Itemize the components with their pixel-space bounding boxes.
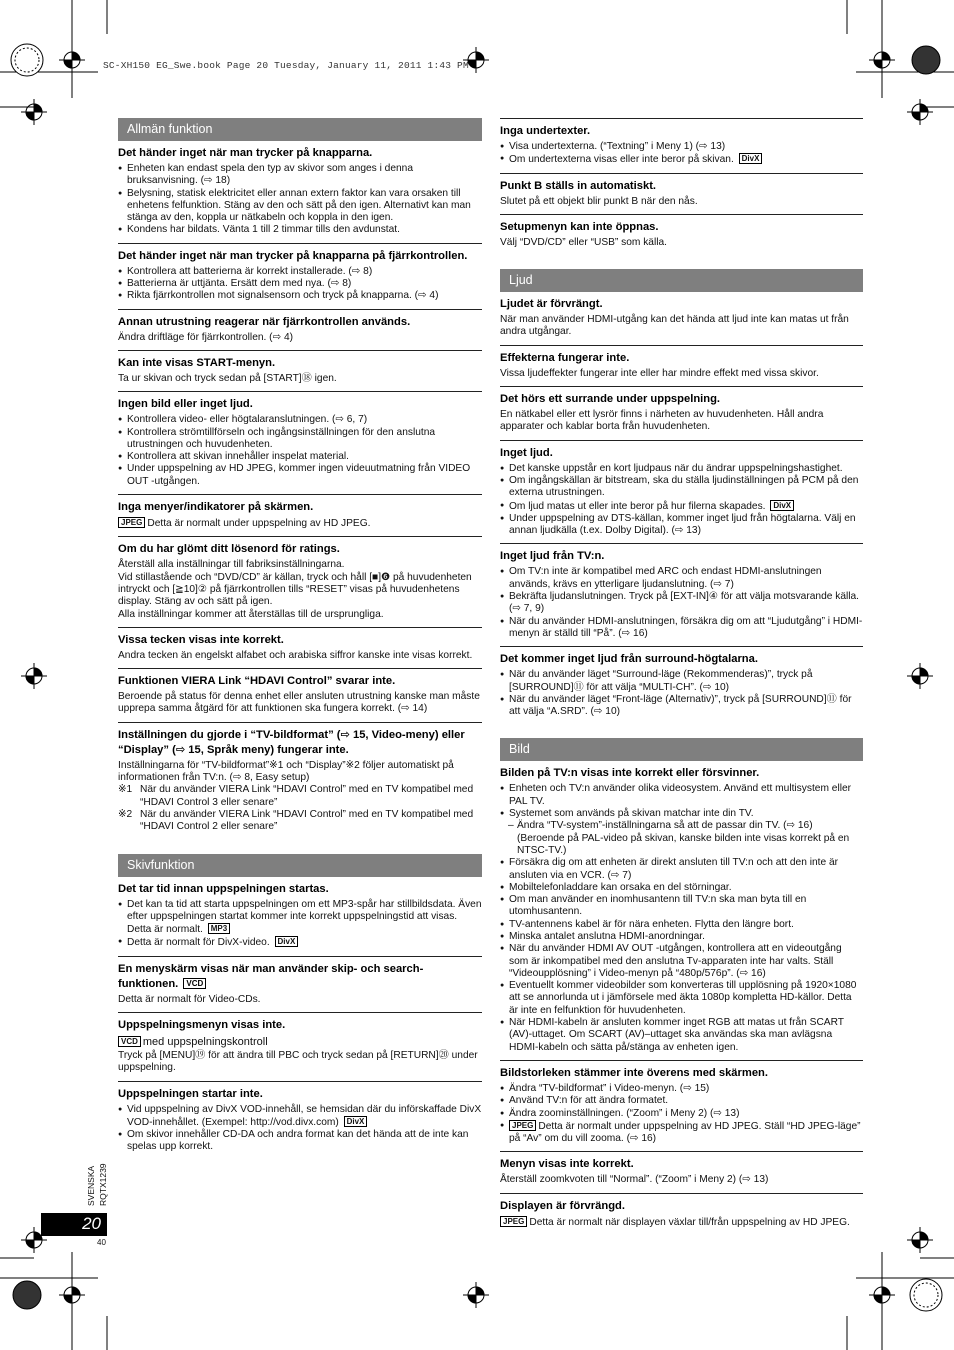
question: Inget ljud från TV:n. <box>500 550 605 563</box>
answer: Beroende på status för denna enhet eller ansluten utrustning kanske man måste upprepa samma åtgärd för att funktionen ska fungera korrekt. (⇨ 14) <box>118 691 480 715</box>
question: Uppspelningen startar inte. <box>118 1087 263 1100</box>
question: Displayen är förvrängd. <box>500 1199 625 1212</box>
bullet: ● Mobiltelefonladdare kan orsaka en del störningar. <box>500 882 863 894</box>
question: Bildstorleken stämmer inte överens med skärmen. <box>500 1066 768 1079</box>
faq-item <box>500 1060 863 1151</box>
faq-item <box>118 668 482 722</box>
section-title-audio: Ljud <box>500 269 863 292</box>
format-tag: VCD <box>183 978 206 989</box>
question: Det kommer inget ljud från surround-högtalarna. <box>500 653 758 666</box>
faq-item <box>118 722 482 840</box>
section-title-picture: Bild <box>500 738 863 761</box>
faq-item <box>118 350 482 391</box>
question: Det hörs ett surrande under uppspelning. <box>500 393 721 406</box>
question: Inga menyer/indikatorer på skärmen. <box>118 501 314 514</box>
left-column <box>118 118 482 1160</box>
bullet: ● Eventuellt kommer videobilder som konverteras till upplösning på 1920×1080 att se annorlunda ut i jämförsele med äkta 1080p kompletta HD-källor. Detta är inte en felfunktion för huvudenheten. <box>500 980 863 1017</box>
bullet: ● Om ingångskällan är bitstream, ska du ställa ljudinställningen på PCM på den externa utrustningen. <box>500 475 863 500</box>
question: Annan utrustning reagerar när fjärrkontrollen används. <box>118 315 411 328</box>
faq-item <box>500 214 863 255</box>
answer: JPEG Detta är normalt under uppspelning av HD JPEG. <box>118 517 482 530</box>
answer: Återställ alla inställningar till fabriksinställningarna. <box>118 559 345 571</box>
answer: Vissa ljudeffekter fungerar inte eller har mindre effekt med vissa skivor. <box>500 367 819 379</box>
faq-item <box>500 1151 863 1192</box>
faq-item <box>500 766 863 1060</box>
answer: Alla inställningar kommer att återställas till de ursprungliga. <box>118 608 384 620</box>
bullet: ● Om undertexterna visas eller inte beror på skivan. DivX <box>500 153 863 166</box>
faq-item <box>118 956 482 1012</box>
faq-item <box>118 1012 482 1081</box>
bullet: ● Rikta fjärrkontrollen mot signalsensorn och tryck på knapparna. (⇨ 4) <box>118 290 482 302</box>
question: Effekterna fungerar inte. <box>500 351 630 364</box>
dash-item: – Ändra “TV-system”-inställningarna så att de passar din TV. (⇨ 16) <box>508 820 813 832</box>
answer: Andra tecken än engelskt alfabet och arabiska siffror kanske inte visas korrekt. <box>118 649 473 661</box>
bullet: ● Det kan ta tid att starta uppspelningen om ett MP3-spår har stillbildsdata. Även efter uppspelningen startat kommer inte korrekt uppspelningstid att visas. Detta är normalt. MP3 <box>118 899 482 937</box>
question: Uppspelningsmenyn visas inte. <box>118 1018 286 1031</box>
bullet: ● När HDMI-kabeln är ansluten kommer inget RGB att matas ut från SCART (AV)-uttaget. Om SCART (AV)–uttaget ska användas ska man avlägsna HDMI-kabeln och sätta på/stänga av enheten igen. <box>500 1017 863 1054</box>
bullet: ● Minska antalet anslutna HDMI-anordningar. <box>500 931 863 943</box>
faq-item <box>500 543 863 646</box>
answer: En nätkabel eller ett lysrör finns i närheten av huvudenheten. Håll andra apparater och kablar borta från huvudenheten. <box>500 409 824 433</box>
answer: Återställ zoomkvoten till “Normal”. (“Zoom” i Meny 2) (⇨ 13) <box>500 1174 769 1186</box>
answer: Inställningarna för “TV-bildformat”※1 och “Display”※2 följer automatiskt på informationen från TV:n. (⇨ 8, Easy setup) <box>118 759 454 784</box>
question: Ingen bild eller inget ljud. <box>118 398 253 411</box>
faq-item <box>500 646 863 724</box>
bullet: ● När du använder läget “Front-läge (Alternativ)”, tryck på [SURROUND]⑪ för att välja “A.SRD”. (⇨ 10) <box>500 694 863 719</box>
sub-page-number: 40 <box>97 1238 106 1247</box>
bullet: ● Bekräfta ljudanslutningen. Tryck på [EXT-IN]④ för att välja motsvarande källa. (⇨ 7, 9) <box>500 591 863 616</box>
format-tag: VCD <box>118 1036 141 1047</box>
bullet: ● När du använder HDMI AV OUT -utgången, kontrollera att en videoutgång som är inkompatibel med den anslutna Tv-apparaten inte har valts. Ställ “Videoupplösning” i Video-menyn på “480p/576p”. (⇨ 16) <box>500 943 863 980</box>
answer-subhead: VCD med uppspelningskontroll <box>118 1035 482 1050</box>
bullet: ● Under uppspelning av HD JPEG, kommer ingen videuutmatning från VIDEO OUT -utgången. <box>118 463 482 488</box>
answer: Detta är normalt för Video-CDs. <box>118 993 261 1005</box>
format-tag: DivX <box>739 153 763 164</box>
format-tag: JPEG <box>118 517 145 528</box>
section-title-general: Allmän funktion <box>118 118 482 141</box>
question: Vissa tecken visas inte korrekt. <box>118 633 284 646</box>
question: En menyskärm visas när man använder skip- och search-funktionen. VCD <box>118 962 424 990</box>
question: Ljudet är förvrängt. <box>500 298 603 311</box>
faq-item <box>118 627 482 668</box>
format-tag: JPEG <box>509 1120 536 1131</box>
question: Inställningen du gjorde i “TV-bildformat” (⇨ 15, Video-meny) eller “Display” (⇨ 15, Språk meny) fungerar inte. <box>118 728 465 756</box>
question: Det händer inget när man trycker på knapparna. <box>118 147 373 159</box>
bullet: ● När du använder HDMI-anslutningen, försäkra dig om att “Ljudutgång” i HDMI-menyn är ställd till “På”. (⇨ 16) <box>500 616 863 641</box>
document-code: RQTX1239 <box>98 1163 108 1206</box>
bullet: ● Batterierna är uttjänta. Ersätt dem med nya. (⇨ 8) <box>118 278 482 290</box>
question: Det tar tid innan uppspelningen startas. <box>118 882 329 895</box>
faq-item <box>500 173 863 214</box>
answer: Ta ur skivan och tryck sedan på [START]⑱ igen. <box>118 372 337 384</box>
bullet: ● Under uppspelning av DTS-källan, kommer inget ljud från högtalarna. Välj en annan ljudkälla (t.ex. Dolby Digital). (⇨ 13) <box>500 513 863 538</box>
answer: Ändra driftläge för fjärrkontrollen. (⇨ 4) <box>118 331 294 343</box>
bullet: ● När du använder läget “Surround-läge (Rekommenderas)”, tryck på [SURROUND]⑪ för att välja “MULTI-CH”. (⇨ 10) <box>500 669 863 694</box>
question: Det händer inget när man trycker på knapparna på fjärrkontrollen. <box>118 249 468 262</box>
format-tag: DivX <box>275 936 299 947</box>
faq-item <box>500 297 863 345</box>
question: Setupmenyn kan inte öppnas. <box>500 220 659 233</box>
bullet: ● JPEG Detta är normalt under uppspelning av HD JPEG. Ställ “HD JPEG-läge” på “Av” om du vill zooma. (⇨ 16) <box>500 1120 863 1146</box>
question: Punkt B ställs in automatiskt. <box>500 179 657 192</box>
faq-item <box>500 1193 863 1235</box>
bullet: ● Om skivor innehåller CD-DA och andra format kan det hända att de inte kan spelas upp korrekt. <box>118 1129 482 1154</box>
answer: Välj “DVD/CD” eller “USB” som källa. <box>500 236 667 248</box>
question: Bilden på TV:n visas inte korrekt eller försvinner. <box>500 767 760 780</box>
faq-item <box>118 243 482 309</box>
bullet: ● Kondens har bildats. Vänta 1 till 2 timmar tills den avdunstat. <box>118 224 482 236</box>
bullet: ● Enheten och TV:n använder olika videosystem. Använd ett multisystem eller PAL TV. <box>500 783 863 808</box>
question: Funktionen VIERA Link “HDAVI Control” svarar inte. <box>118 675 396 688</box>
bullet: ● Enheten kan endast spela den typ av skivor som anges i denna bruksanvisning. (⇨ 18) <box>118 163 482 188</box>
file-header: SC-XH150 EG_Swe.book Page 20 Tuesday, January 11, 2011 1:43 PM <box>103 60 469 71</box>
answer: När man använder HDMI-utgång kan det hända att ljud inte kan matas ut från andra utgångar. <box>500 314 849 338</box>
faq-item <box>118 1081 482 1160</box>
faq-item <box>500 118 863 173</box>
faq-item <box>118 146 482 243</box>
bullet: ● TV-antennens kabel är för nära enheten. Flytta den längre bort. <box>500 919 863 931</box>
bullet: ● Om man använder en inomhusantenn till TV:n ska man byta till en utomhusantenn. <box>500 894 863 919</box>
faq-item <box>118 536 482 626</box>
faq-item <box>500 440 863 544</box>
page-number: 20 <box>41 1213 107 1236</box>
bullet: ● Kontrollera att batterierna är korrekt installerade. (⇨ 8) <box>118 266 482 278</box>
bullet: ● Kontrollera strömtillförseln och ingångsinställningen för den anslutna utrustningen och huvudenheten. <box>118 427 482 452</box>
footnote: ※1 När du använder VIERA Link “HDAVI Control” med en TV kompatibel med “HDAVI Control 3 eller senare” <box>118 784 474 808</box>
bullet: ● Kontrollera att skivan innehåller inspelat material. <box>118 451 482 463</box>
faq-item <box>500 345 863 386</box>
bullet: ● Använd TV:n för att ändra formatet. <box>500 1095 863 1107</box>
footnote: ※2 När du använder VIERA Link “HDAVI Control” med en TV kompatibel med “HDAVI Control 2 eller senare” <box>118 808 474 833</box>
bullet: ● Systemet som används på skivan matchar inte din TV. <box>500 808 863 820</box>
bullet: ● Ändra “TV-bildformat” i Video-menyn. (⇨ 15) <box>500 1083 863 1095</box>
faq-item <box>500 386 863 440</box>
dash-note: (Beroende på PAL-video på skivan, kanske bilden inte visas korrekt på en NTSC-TV.) <box>517 832 850 856</box>
question: Inga undertexter. <box>500 125 591 137</box>
bullet: ● Detta är normalt för DivX-video. DivX <box>118 936 482 949</box>
format-tag: JPEG <box>500 1216 527 1227</box>
bullet: ● Vid uppspelning av DivX VOD-innehåll, se hemsidan där du införskaffade DivX VOD-innehållet. (Exempel: http://vod.divx.com) DivX <box>118 1104 482 1130</box>
bullet: ● Ändra zoominställningen. (“Zoom” i Meny 2) (⇨ 13) <box>500 1108 863 1120</box>
bullet: ● Kontrollera video- eller högtalaranslutningen. (⇨ 6, 7) <box>118 414 482 426</box>
answer: Slutet på ett objekt blir punkt B när den nås. <box>500 195 698 207</box>
format-tag: MP3 <box>208 923 230 934</box>
question: Inget ljud. <box>500 446 553 459</box>
bullet: ● Om TV:n inte är kompatibel med ARC och endast HDMI-anslutningen används, krävs en ytterligare ljudanslutning. (⇨ 7) <box>500 566 863 591</box>
faq-item <box>118 391 482 494</box>
format-tag: DivX <box>344 1116 368 1127</box>
answer: Vid stillastående och “DVD/CD” är källan, tryck och håll [■]❻ på huvudenheten intryckt och [≧10]② på fjärrkontrollen tills “RESET” visas på huvudenhetens display. Stäng av och sätt på igen. <box>118 571 472 608</box>
faq-item <box>118 309 482 350</box>
bullet: ● Visa undertexterna. (“Textning” i Meny 1) (⇨ 13) <box>500 141 863 153</box>
bullet: ● Det kanske uppstår en kort ljudpaus när du ändrar uppspelningshastighet. <box>500 463 863 475</box>
answer: JPEG Detta är normalt när displayen växlar till/från uppspelning av HD JPEG. <box>500 1216 863 1229</box>
side-language-label <box>84 1158 120 1208</box>
question: Om du har glömt ditt lösenord för ratings. <box>118 543 340 556</box>
section-title-disc: Skivfunktion <box>118 854 482 877</box>
question: Menyn visas inte korrekt. <box>500 1158 634 1171</box>
answer: Tryck på [MENU]⑲ för att ändra till PBC och tryck sedan på [RETURN]⑳ under uppspelning. <box>118 1049 478 1074</box>
faq-item <box>118 882 482 956</box>
format-tag: DivX <box>770 500 794 511</box>
faq-item <box>118 494 482 536</box>
bullet: ● Belysning, statisk elektricitet eller annan extern faktor kan vara orsaken till enhetens felfunktion. Stäng av den och sätt på den igen. Alternativt kan man stänga av den, koppla ur nätkabeln och koppla in den igen. <box>118 188 482 225</box>
language-label: SVENSKA <box>86 1165 96 1206</box>
question: Kan inte visas START-menyn. <box>118 356 276 369</box>
right-column <box>500 118 863 1235</box>
bullet: ● Försäkra dig om att enheten är direkt ansluten till TV:n och att den inte är ansluten via en VCR. (⇨ 7) <box>500 857 863 882</box>
bullet: ● Om ljud matas ut eller inte beror på hur filerna skapades. DivX <box>500 500 863 513</box>
